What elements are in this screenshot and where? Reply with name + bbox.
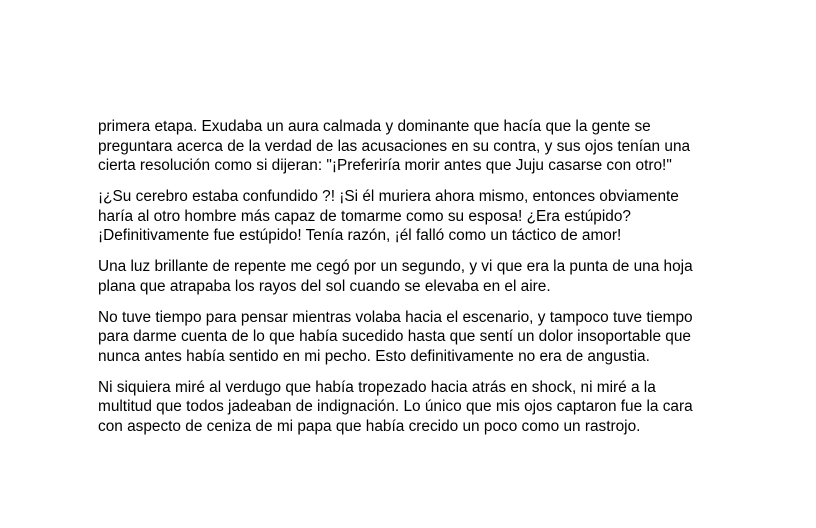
document-body — [98, 117, 738, 448]
paragraph: primera etapa. Exudaba un aura calmada y dominante que hacía que la gente se preguntara acerca de la verdad de las acusaciones en su contra, y sus ojos tenían una cierta resolución como si dijeran: "¡Preferiría morir antes que Juju casarse con otro!" — [98, 118, 691, 174]
paragraph: Ni siquiera miré al verdugo que había tropezado hacia atrás en shock, ni miré a la multitud que todos jadeaban de indignación. Lo único que mis ojos captaron fue la cara con aspecto de ceniza de mi papa que había crecido un poco como un rastrojo. — [98, 378, 693, 435]
paragraph: ¡¿Su cerebro estaba confundido ?! ¡Si él muriera ahora mismo, entonces obviamente haría al otro hombre más capaz de tomarme como su esposa! ¿Era estúpido? ¡Definitivamente fue estúpido! Tenía razón, ¡él falló como un táctico de amor! — [98, 188, 679, 244]
paragraph: No tuve tiempo para pensar mientras volaba hacia el escenario, y tampoco tuve tiempo para darme cuenta de lo que había sucedido hasta que sentí un dolor insoportable que nunca antes había sentido en mi pecho. Esto definitivamente no era de angustia. — [98, 308, 693, 365]
paragraph: Una luz brillante de repente me cegó por un segundo, y vi que era la punta de una hoja plana que atrapaba los rayos del sol cuando se elevaba en el aire. — [98, 258, 693, 295]
